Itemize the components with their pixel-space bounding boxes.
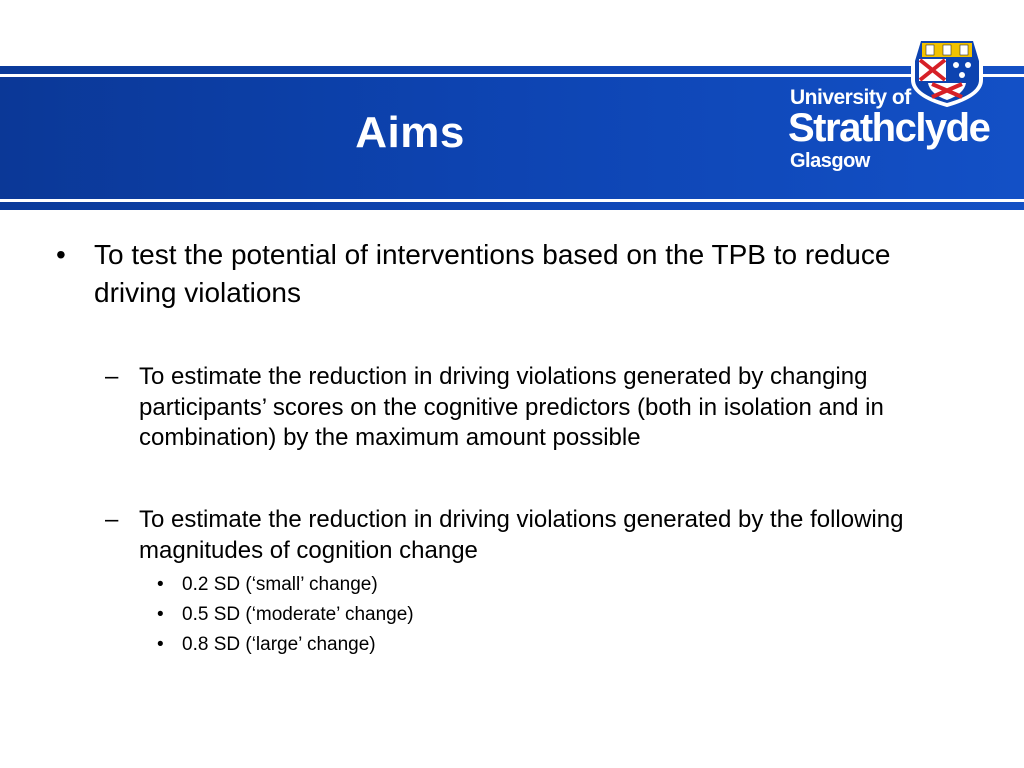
sub-bullet-1-text: To estimate the reduction in driving violations generated by changing participants’ scores on the cognitive predictors (both in isolation and in combination) by the maximum amount possible — [139, 363, 884, 451]
logo-line-strathclyde: Strathclyde — [788, 106, 990, 150]
sub-sub-bullet-text: 0.2 SD (‘small’ change) — [182, 574, 378, 595]
sub-sub-bullet-text: 0.5 SD (‘moderate’ change) — [182, 604, 414, 625]
bullet-marker: • — [157, 574, 164, 595]
main-bullet-text: To test the potential of interventions based on the TPB to reduce driving violations — [94, 239, 891, 308]
slide-title: Aims — [355, 108, 465, 157]
dash-marker: – — [105, 363, 119, 390]
bullet-marker: • — [157, 604, 164, 625]
sub-sub-bullet-text: 0.8 SD (‘large’ change) — [182, 634, 376, 655]
bullet-marker: • — [56, 239, 66, 270]
sub-bullet-2-text: To estimate the reduction in driving violations generated by the following magnitudes of cognition change — [139, 506, 904, 564]
logo-line-glasgow: Glasgow — [790, 150, 870, 172]
dash-marker: – — [105, 506, 119, 533]
bullet-marker: • — [157, 634, 164, 655]
logo-line-university-of: University of — [790, 86, 911, 109]
